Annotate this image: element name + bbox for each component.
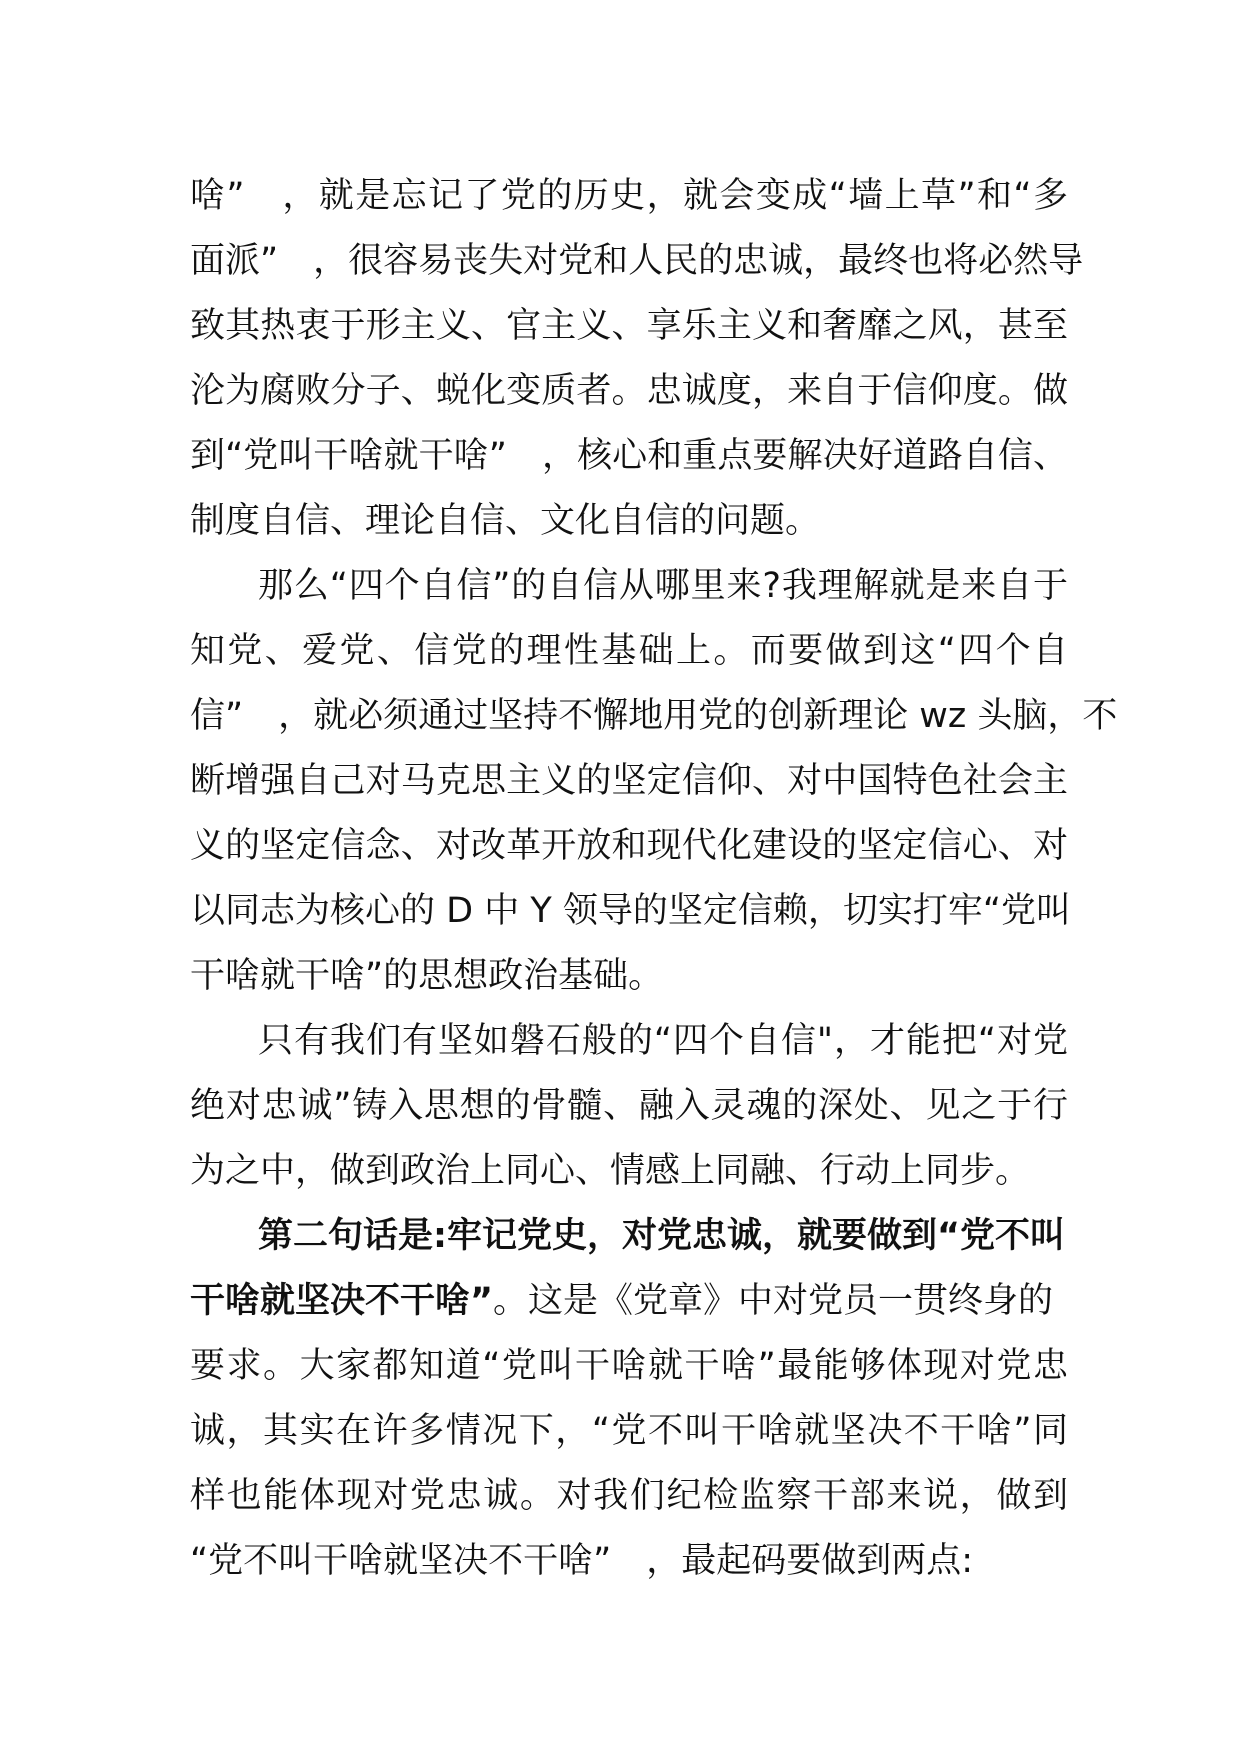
text-line: 干啥就干啥”的思想政治基础。 — [190, 956, 664, 996]
text-line: 到“党叫干啥就干啥” ，核心和重点要解决好道路自信、 — [190, 436, 1068, 476]
text-line: 信” ，就必须通过坚持不懈地用党的创新理论 wz 头脑，不 — [190, 696, 1118, 736]
bold-heading-continuation-line — [190, 1269, 1068, 1334]
text-line: 制度自信、理论自信、文化自信的问题。 — [190, 501, 821, 541]
text-line: 知党、爱党、信党的理性基础上。而要做到这“四个自 — [190, 631, 1068, 671]
bold-heading-line — [190, 1204, 1068, 1269]
text-line: 以同志为核心的 D 中 Y 领导的坚定信赖，切实打牢“党叫 — [190, 891, 1071, 931]
text-line: 要求。大家都知道“党叫干啥就干啥”最能够体现对党忠 — [190, 1346, 1068, 1386]
bold-heading-text: 干啥就坚决不干啥” — [190, 1281, 494, 1321]
text-line: 义的坚定信念、对改革开放和现代化建设的坚定信心、对 — [190, 826, 1068, 866]
text-line: 面派” ，很容易丧失对党和人民的忠诚，最终也将必然导 — [190, 241, 1084, 281]
bold-heading-text: 第二句话是:牢记党史，对党忠诚，就要做到“党不叫 — [258, 1216, 1066, 1256]
text-line: 样也能体现对党忠诚。对我们纪检监察干部来说，做到 — [190, 1476, 1068, 1516]
text-line: 致其热衷于形主义、官主义、享乐主义和奢靡之风，甚至 — [190, 306, 1068, 346]
text-line: 绝对忠诚”铸入思想的骨髓、融入灵魂的深处、见之于行 — [190, 1086, 1068, 1126]
text-line: 断增强自己对马克思主义的坚定信仰、对中国特色社会主 — [190, 761, 1068, 801]
paragraph-start-line: 只有我们有坚如磐石般的“四个自信"，才能把“对党 — [258, 1021, 1068, 1061]
text-line: 啥” ，就是忘记了党的历史，就会变成“墙上草”和“多 — [190, 176, 1068, 216]
text-line: 为之中，做到政治上同心、情感上同融、行动上同步。 — [190, 1151, 1031, 1191]
text-line: 诚，其实在许多情况下，“党不叫干啥就坚决不干啥”同 — [190, 1411, 1068, 1451]
text-line: “党不叫干啥就坚决不干啥” ，最起码要做到两点: — [190, 1541, 974, 1581]
document-body — [190, 164, 1118, 1594]
paragraph-start-line: 那么“四个自信”的自信从哪里来?我理解就是来自于 — [258, 566, 1068, 606]
text-line-remainder: 。这是《党章》中对党员一贯终身的 — [493, 1281, 1054, 1321]
text-line: 沦为腐败分子、蜕化变质者。忠诚度，来自于信仰度。做 — [190, 371, 1068, 411]
